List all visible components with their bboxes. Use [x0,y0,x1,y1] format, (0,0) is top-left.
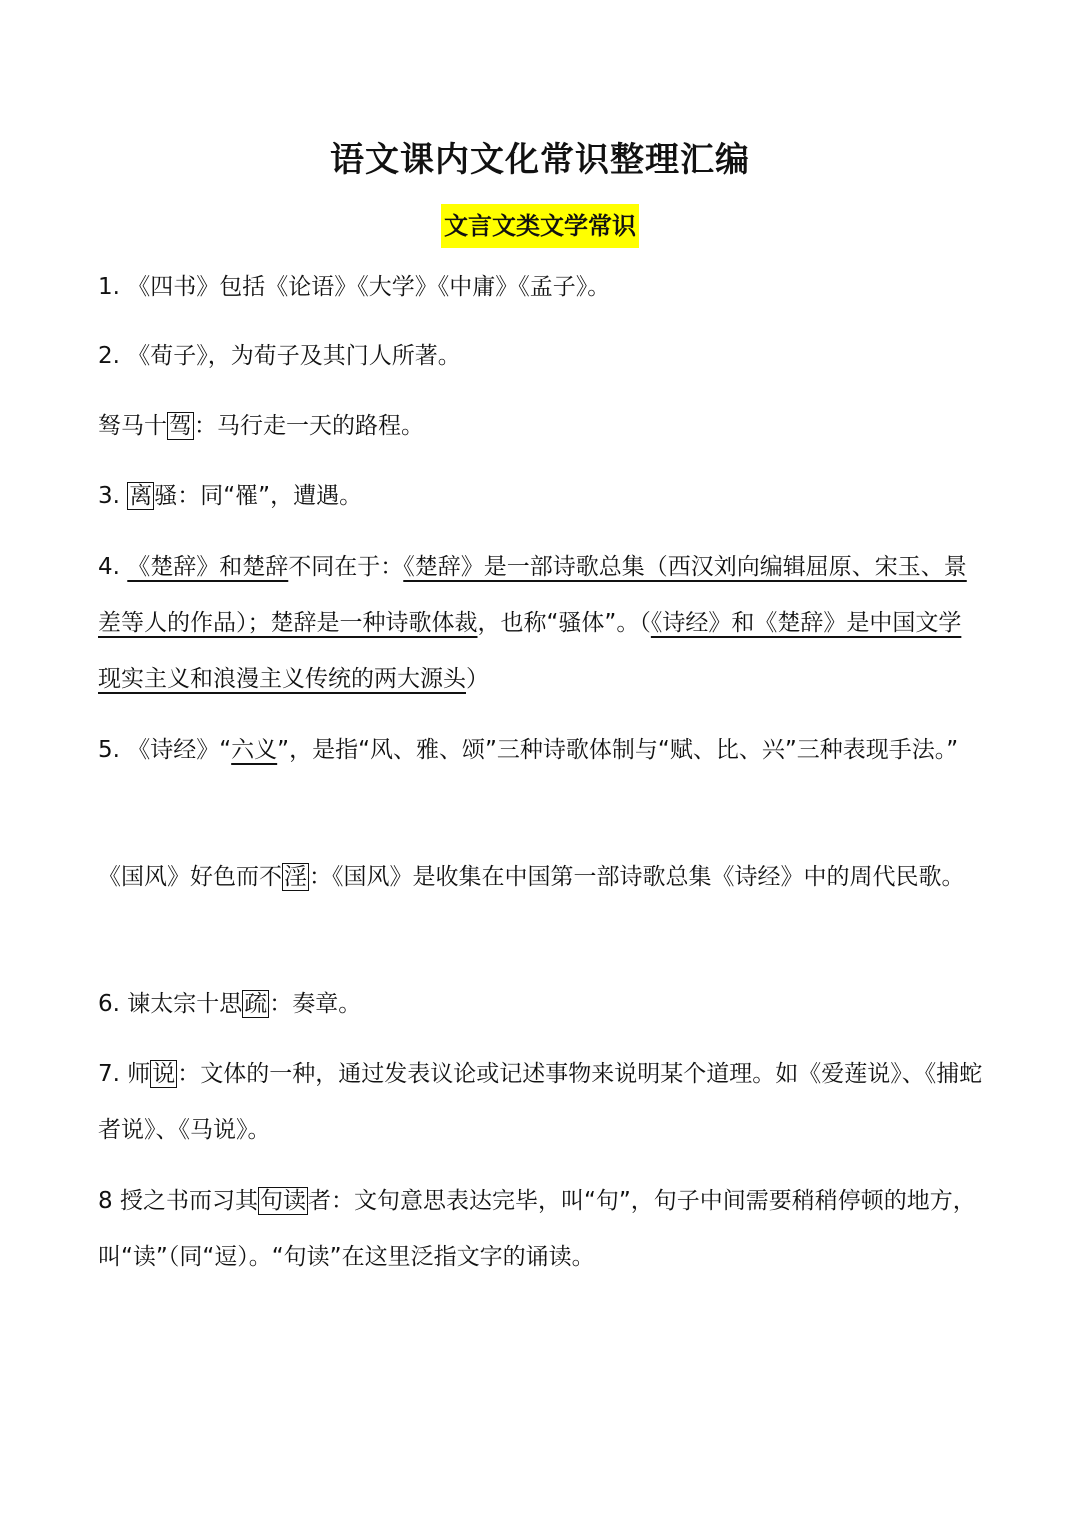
page-title: 语文课内文化常识整理汇编 [330,140,750,180]
item-4-text-3: ） [466,666,489,692]
boxed-char-yin: 淫 [284,864,307,890]
item-8-prefix: 8 授之书而习其 [98,1188,258,1214]
item-7-explanation: ：文体的一种，通过发表议论或记述事物来说明某个道理。如《爱莲说》、《捕蛇者说》、《马说》。 [98,1061,983,1143]
item-6-prefix: 6. 谏太宗十思 [98,991,243,1017]
item-8-explanation: 者：文句意思表达完毕，叫“句”，句子中间需要稍稍停顿的地方，叫“读”（同“逗）。“句读”在这里泛指文字的诵读。 [98,1188,976,1270]
item-4-underline-1: 《楚辞》和楚辞 [127,554,289,580]
subtitle-container [0,204,1080,248]
item-1-text: 1. 《四书》包括《论语》《大学》《中庸》《孟子》。 [98,274,611,300]
item-3-lisao [98,468,984,524]
boxed-char-li: 离 [129,483,153,509]
item-1-four-books [98,259,984,315]
item-guofeng [98,849,984,905]
item-6-explanation: ：奏章。 [269,991,362,1017]
item-5-shijing [98,722,984,778]
item-7-prefix: 7. 师 [98,1061,151,1087]
item-5-explanation: ”，是指“风、雅、颂”三种诗歌体制与“赋、比、兴”三种表现手法。” [277,737,959,763]
item-3-prefix: 3. [98,483,128,509]
item-guofeng-explanation: ：《国风》是收集在中国第一部诗歌总集《诗经》中的周代民歌。 [309,864,965,890]
section-subtitle-highlighted: 文言文类文学常识 [441,204,639,248]
item-4-text-2: ，也称“骚体”。（ [477,610,651,636]
item-numa-prefix: 驽马十 [98,413,167,439]
boxed-char-shu: 疏 [244,991,268,1017]
item-guofeng-prefix: 《国风》好色而不 [98,864,282,890]
item-5-prefix: 5. 《诗经》“ [98,737,232,763]
boxed-char-shuo: 说 [152,1061,176,1087]
item-8-judou [98,1173,984,1285]
item-4-number: 4. [98,554,128,580]
item-numa-shijia [98,398,984,454]
item-2-xunzi [98,328,984,384]
item-3-explanation: 骚：同“罹”，遭遇。 [154,483,363,509]
item-4-underline-3: 《诗经》和《楚辞》是中国文学现实主义和浪漫主义传统的两大源头 [98,610,962,692]
item-numa-explanation: ：马行走一天的路程。 [194,413,424,439]
item-4-underline-2: 《楚辞》是一部诗歌总集（西汉刘向编辑屈原、宋玉、景差等人的作品）；楚辞是一种诗歌体裁 [98,554,967,636]
item-6-jian-taizong [98,976,984,1032]
boxed-word-judou: 句读 [259,1188,306,1214]
item-2-text: 2. 《荀子》，为荀子及其门人所著。 [98,343,461,369]
boxed-char-jia: 驾 [169,413,192,439]
item-7-shishuo [98,1046,984,1158]
item-4-text-1: 不同在于： [288,554,404,580]
item-4-chuci [98,539,984,707]
item-5-underline-liuyi: 六义 [231,737,278,763]
